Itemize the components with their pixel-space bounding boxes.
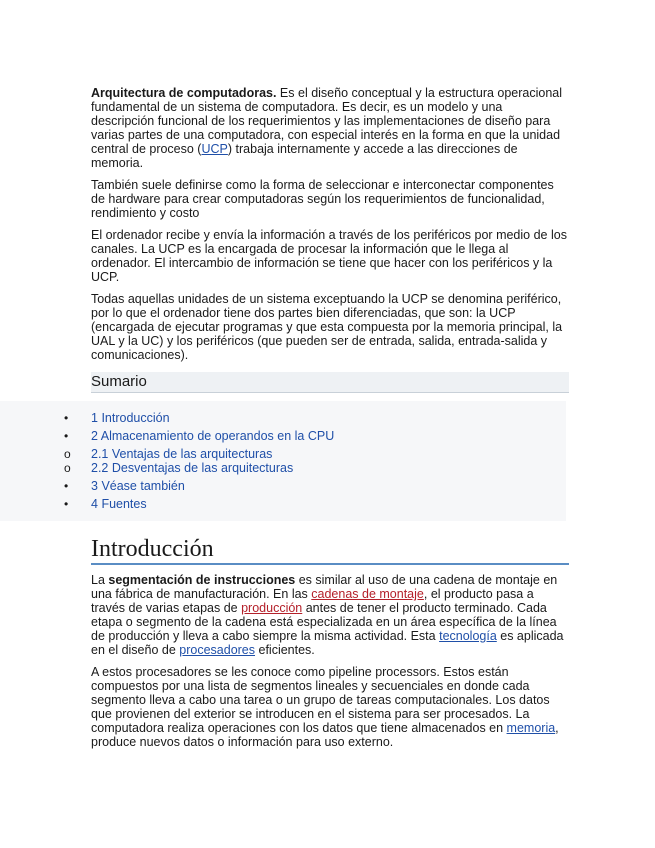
toc-item bbox=[0, 479, 566, 493]
section-heading: Introducción bbox=[91, 535, 569, 565]
toc-item bbox=[0, 429, 566, 443]
intro-paragraph-1: Arquitectura de computadoras. Es el diseño conceptual y la estructura operacional fundamental de un sistema de computadora. Es decir, es un modelo y una descripción funcional de los requerimientos y las implementaciones de diseño para varias partes de una computadora, con especial interés en la forma en que la unidad central de proceso (UCP) trabaja internamente y accede a las direcciones de memoria. bbox=[91, 86, 563, 170]
bullet-icon: • bbox=[64, 479, 69, 493]
toc-title: Sumario bbox=[91, 372, 569, 393]
toc-item bbox=[0, 411, 566, 425]
toc-item bbox=[0, 447, 566, 461]
bullet-icon: • bbox=[64, 497, 69, 511]
memoria-link[interactable]: memoria bbox=[506, 721, 556, 735]
toc-link-vease[interactable]: 3 Véase también bbox=[91, 479, 185, 493]
toc-link-almacenamiento[interactable]: 2 Almacenamiento de operandos en la CPU bbox=[91, 429, 335, 443]
intro-paragraph-3: El ordenador recibe y envía la información a través de los periféricos por medio de los canales. La UCP es la encargada de procesar la información que le llega al ordenador. El intercambio de información se tiene que hacer con los periféricos y la UCP. bbox=[91, 228, 567, 284]
procesadores-link[interactable]: procesadores bbox=[179, 643, 256, 657]
toc-link-ventajas[interactable]: 2.1 Ventajas de las arquitecturas bbox=[91, 447, 273, 461]
toc-link-introduccion[interactable]: 1 Introducción bbox=[91, 411, 170, 425]
toc-item bbox=[0, 461, 566, 475]
cadenas-link[interactable]: cadenas de montaje bbox=[311, 587, 424, 601]
bullet-icon: • bbox=[64, 429, 69, 443]
tecnologia-link[interactable]: tecnología bbox=[439, 629, 497, 643]
section-paragraph-1: La segmentación de instrucciones es similar al uso de una cadena de montaje en una fábrica de manufacturación. En las cadenas de montaje, el producto pasa a través de varias etapas de producción antes de tener el producto terminado. Cada etapa o segmento de la cadena está especializada en un área específica de la línea de producción y lleva a cabo siempre la misma actividad. Esta tecnología es aplicada en el diseño de procesadores eficientes. bbox=[91, 573, 564, 657]
intro-paragraph-4: Todas aquellas unidades de un sistema exceptuando la UCP se denomina periférico, por lo que el ordenador tiene dos partes bien diferenciadas, que son: la UCP (encargada de ejecutar programas y que esta compuesta por la memoria principal, la UAL y la UC) y los periféricos (que pueden ser de entrada, salida, entrada-salida y comunicaciones). bbox=[91, 292, 563, 362]
intro-paragraph-2: También suele definirse como la forma de seleccionar e interconectar componentes de hardware para crear computadoras según los requerimientos de funcionalidad, rendimiento y costo bbox=[91, 178, 554, 220]
article-term: Arquitectura de computadoras. bbox=[91, 86, 277, 100]
sub-bullet-icon: o bbox=[64, 461, 71, 475]
ucp-link[interactable]: UCP bbox=[201, 142, 228, 156]
bullet-icon: • bbox=[64, 411, 69, 425]
section-paragraph-2: A estos procesadores se les conoce como pipeline processors. Estos están compuestos por una lista de segmentos lineales y secuenciales en donde cada segmento lleva a cabo una tarea o un grupo de tareas computacionales. Los datos que provienen del exterior se introducen en el sistema para ser procesados. La computadora realiza operaciones con los datos que tiene almacenados en memoria, produce nuevos datos o información para uso externo. bbox=[91, 665, 559, 749]
toc-link-desventajas[interactable]: 2.2 Desventajas de las arquitecturas bbox=[91, 461, 294, 475]
sub-bullet-icon: o bbox=[64, 447, 71, 461]
article-body bbox=[64, 86, 569, 757]
toc-link-fuentes[interactable]: 4 Fuentes bbox=[91, 497, 147, 511]
produccion-link[interactable]: producción bbox=[241, 601, 303, 615]
toc-item bbox=[0, 497, 566, 511]
table-of-contents bbox=[0, 401, 566, 521]
